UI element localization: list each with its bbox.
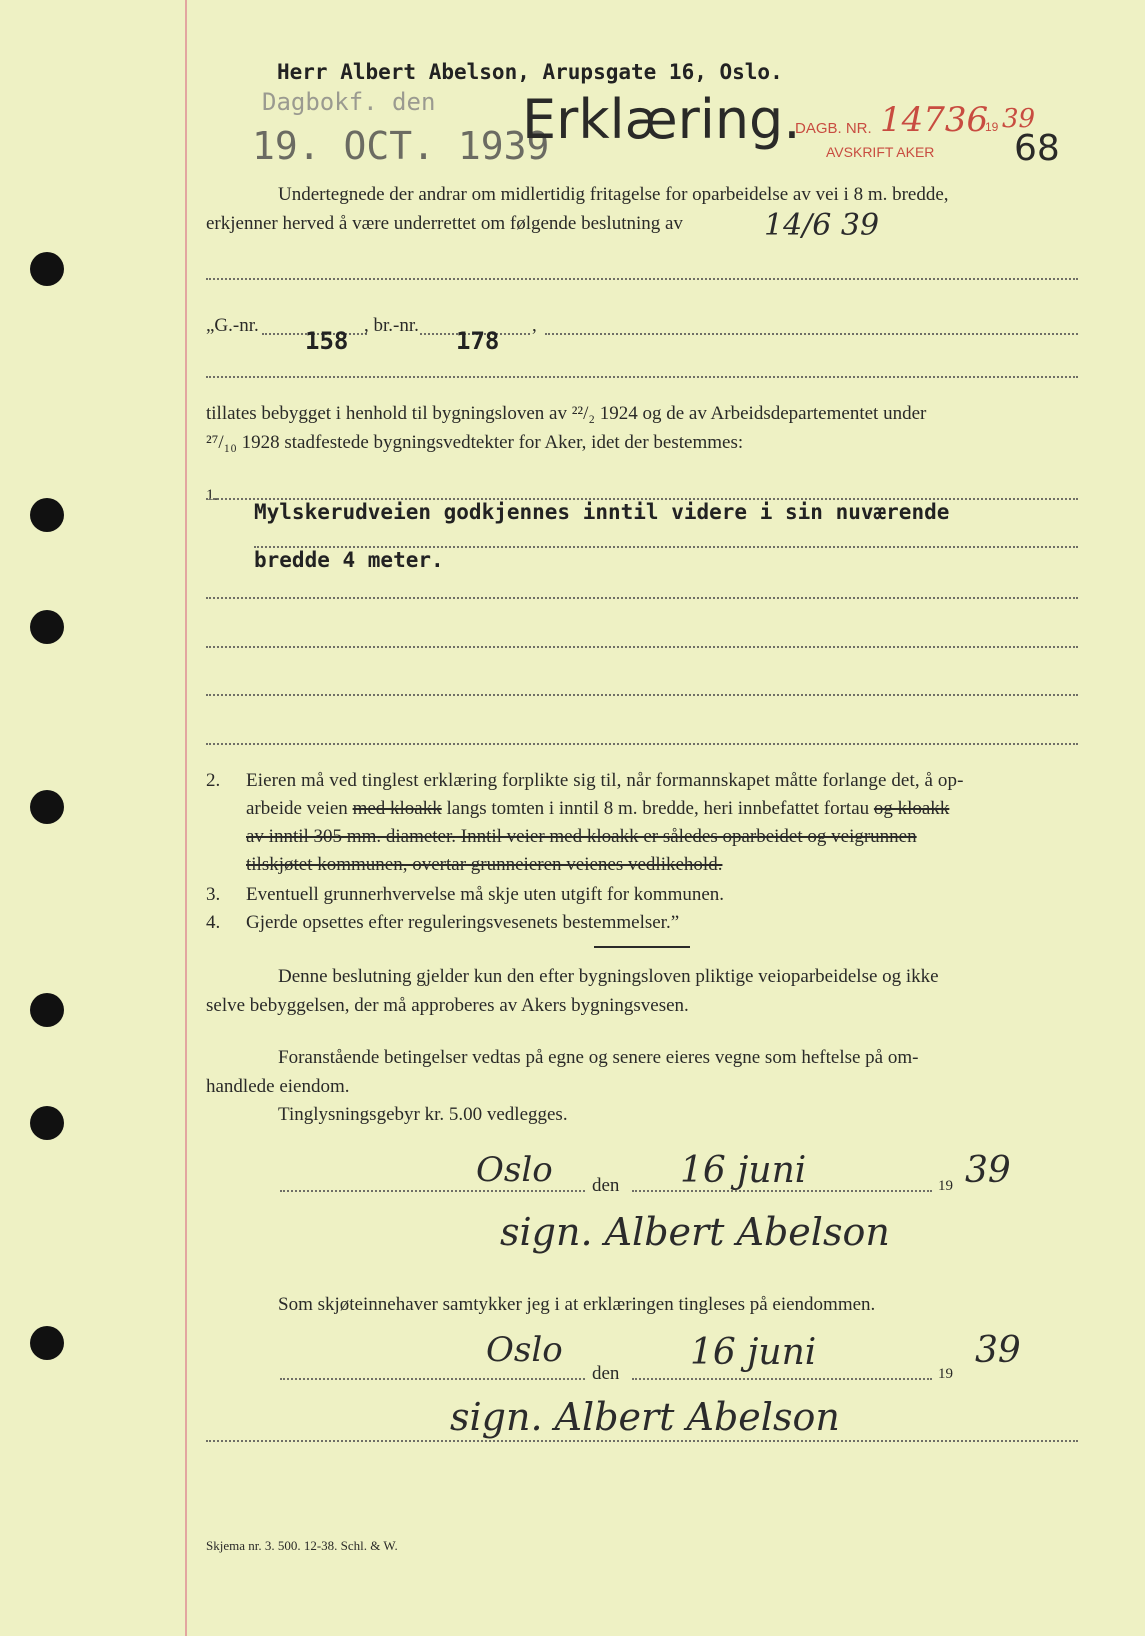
dotted-line bbox=[206, 498, 1078, 500]
binder-hole bbox=[30, 993, 64, 1027]
dagb-label: DAGB. NR. bbox=[795, 120, 872, 137]
condition-1-number: 1. bbox=[206, 487, 218, 504]
dotted-line bbox=[206, 743, 1078, 745]
decision-date: 14/6 39 bbox=[764, 208, 880, 243]
note-line-2: selve bebyggelsen, der må approberes av Akers bygningsvesen. bbox=[206, 995, 689, 1016]
page-title: Erklæring. bbox=[522, 88, 801, 151]
section-divider bbox=[594, 946, 690, 948]
dotted-line bbox=[206, 646, 1078, 648]
margin-line bbox=[185, 0, 187, 1636]
condition-2-line-2-b: langs tomten i inntil 8 m. bredde, heri innbefattet fortau bbox=[446, 798, 870, 819]
signature-2-place: Oslo bbox=[486, 1330, 563, 1370]
signature-1-year: 39 bbox=[965, 1150, 1011, 1191]
condition-2-line-1: Eieren må ved tinglest erklæring forplikte sig til, når formannskapet måtte forlange det, å op- bbox=[246, 770, 964, 791]
date-stamp: 19. OCT. 1939 bbox=[252, 124, 550, 168]
addressee: Herr Albert Abelson, Arupsgate 16, Oslo. bbox=[277, 60, 783, 84]
signature-1-den-label: den bbox=[592, 1175, 620, 1196]
dotted-line bbox=[280, 1190, 585, 1192]
dagb-year-prefix: 19 bbox=[985, 120, 999, 134]
condition-2-line-2-a: arbeide veien bbox=[246, 798, 348, 819]
dotted-line bbox=[545, 333, 1078, 335]
dotted-line bbox=[206, 1440, 1078, 1442]
dagb-number: 14736 bbox=[880, 100, 989, 140]
signature-1-year-prefix: 19 bbox=[938, 1178, 953, 1194]
form-number: Skjema nr. 3. 500. 12-38. Schl. & W. bbox=[206, 1538, 398, 1553]
note-line-1: Denne beslutning gjelder kun den efter bygningsloven pliktige veioparbeidelse og ikke bbox=[278, 966, 939, 987]
conditions-line-3: Tinglysningsgebyr kr. 5.00 vedlegges. bbox=[278, 1104, 568, 1125]
condition-1-line-1: Mylskerudveien godkjennes inntil videre i sin nuværende bbox=[254, 500, 950, 524]
conditions-line-1: Foranstående betingelser vedtas på egne og senere eieres vegne som heftelse på om- bbox=[278, 1047, 919, 1068]
condition-3-text: Eventuell grunnerhvervelse må skje uten utgift for kommunen. bbox=[246, 884, 725, 905]
signature-2-year: 39 bbox=[975, 1330, 1021, 1371]
binder-hole bbox=[30, 1106, 64, 1140]
condition-2-line-4: tilskjøtet kommunen, overtar grunneieren veienes vedlikehold. bbox=[246, 854, 723, 875]
consent-text: Som skjøteinnehaver samtykker jeg i at erklæringen tingleses på eiendommen. bbox=[278, 1294, 876, 1315]
dotted-line bbox=[632, 1190, 932, 1192]
property-trailing: , bbox=[532, 315, 537, 336]
condition-4-number: 4. bbox=[206, 912, 221, 933]
page-number: 68 bbox=[1014, 128, 1060, 169]
condition-2-number: 2. bbox=[206, 770, 221, 791]
condition-2-line-2 bbox=[246, 798, 949, 820]
binder-hole bbox=[30, 252, 64, 286]
signature-2-den-label: den bbox=[592, 1363, 620, 1384]
struck-text: og kloakk bbox=[873, 798, 950, 819]
dotted-line bbox=[206, 597, 1078, 599]
signature-2-signature: sign. Albert Abelson bbox=[450, 1395, 840, 1439]
gnr-label: „G.-nr. bbox=[206, 315, 259, 336]
binder-hole bbox=[30, 610, 64, 644]
signature-1-place: Oslo bbox=[476, 1150, 553, 1190]
conditions-line-2: handlede eiendom. bbox=[206, 1076, 350, 1097]
brnr-label: , br.-nr. bbox=[364, 315, 419, 336]
permission-line-1: tillates bebygget i henhold til bygningsloven av ²²/₂ 1924 og de av Arbeidsdepartementet under bbox=[206, 403, 927, 424]
condition-2-line-3: av inntil 305 mm. diameter. Inntil veier med kloakk er således oparbeidet og veigrunnen bbox=[246, 826, 917, 847]
condition-1-line-2: bredde 4 meter. bbox=[254, 548, 444, 572]
gnr-value: 158 bbox=[305, 327, 349, 355]
dagbokf-label: Dagbokf. den bbox=[262, 88, 436, 116]
condition-4-text: Gjerde opsettes efter reguleringsvesenets bestemmelser.” bbox=[246, 912, 680, 933]
binder-hole bbox=[30, 790, 64, 824]
signature-2-date: 16 juni bbox=[690, 1332, 817, 1373]
brnr-value: 178 bbox=[456, 327, 500, 355]
signature-2-year-prefix: 19 bbox=[938, 1366, 953, 1382]
struck-text: med kloakk bbox=[352, 798, 442, 819]
dotted-line bbox=[632, 1378, 932, 1380]
binder-hole bbox=[30, 1326, 64, 1360]
dotted-line bbox=[280, 1378, 585, 1380]
signature-1-date: 16 juni bbox=[680, 1150, 807, 1191]
permission-line-2: ²⁷/₁₀ 1928 stadfestede bygningsvedtekter for Aker, idet der bestemmes: bbox=[206, 432, 744, 453]
intro-line-1: Undertegnede der andrar om midlertidig fritagelse for oparbeidelse av vei i 8 m. bredde, bbox=[278, 184, 949, 205]
dotted-line bbox=[206, 376, 1078, 378]
avskrift-label: AVSKRIFT AKER bbox=[826, 144, 935, 160]
dagb-year: 39 bbox=[1002, 104, 1036, 134]
binder-hole bbox=[30, 498, 64, 532]
dotted-line bbox=[206, 278, 1078, 280]
intro-line-2: erkjenner herved å være underrettet om følgende beslutning av bbox=[206, 213, 683, 234]
signature-1-signature: sign. Albert Abelson bbox=[500, 1210, 890, 1254]
condition-3-number: 3. bbox=[206, 884, 221, 905]
dotted-line bbox=[206, 694, 1078, 696]
